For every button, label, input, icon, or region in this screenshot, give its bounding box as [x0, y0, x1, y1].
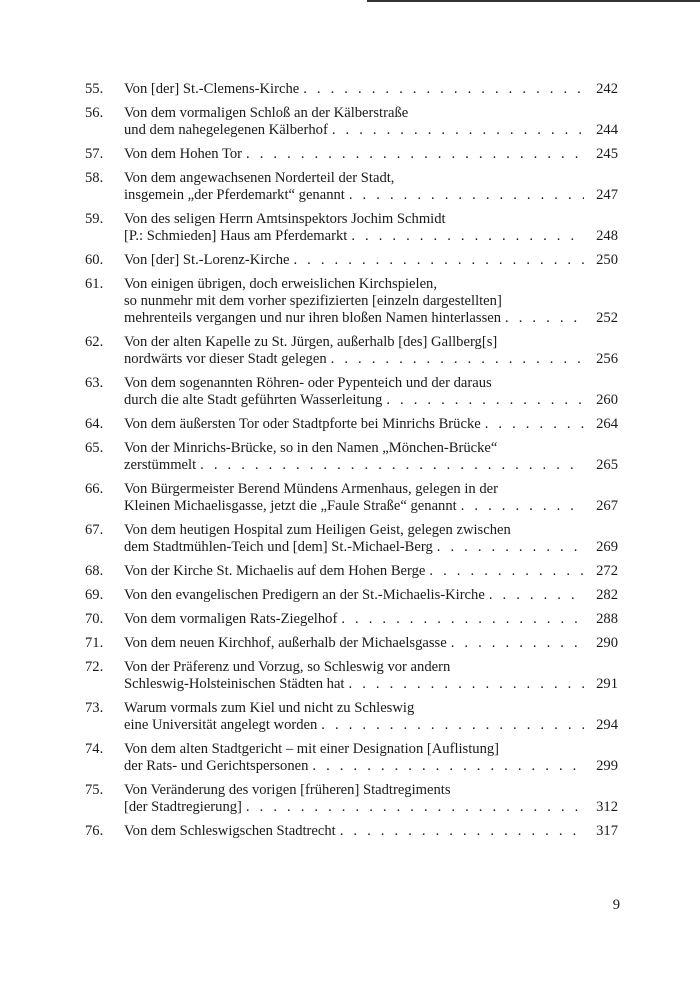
- dot-leader: [312, 758, 584, 775]
- toc-entry-title-line: Von der alten Kapelle zu St. Jürgen, außerhalb [des] Gallberg[s]: [124, 334, 498, 350]
- toc-entry-title-line: [der Stadtregierung]: [124, 799, 242, 815]
- toc-entry-number: 61.: [85, 276, 104, 292]
- toc-entry: [85, 211, 618, 245]
- toc-entry-number: 73.: [85, 700, 104, 716]
- toc-entry-title-line: Von dem alten Stadtgericht – mit einer Designation [Auflistung]: [124, 741, 500, 757]
- toc-entry-body: [124, 522, 618, 556]
- toc-entry-last-line: [124, 122, 618, 139]
- toc-entry-body: [124, 741, 618, 775]
- toc-entry-body: [124, 276, 618, 327]
- toc-entry-number: 76.: [85, 823, 104, 839]
- toc-entry-last-line: [124, 457, 618, 474]
- toc-entry: [85, 659, 618, 693]
- toc-entry-body: [124, 375, 618, 409]
- dot-leader: [246, 799, 584, 816]
- toc-entry-title-line: [P.: Schmieden] Haus am Pferdemarkt: [124, 228, 348, 244]
- toc-entry-page: 248: [596, 228, 618, 244]
- toc-entry-body: [124, 587, 618, 604]
- toc-entry-number: 68.: [85, 563, 104, 579]
- toc-entry-page: 269: [596, 539, 618, 555]
- toc-entry-number: 63.: [85, 375, 104, 391]
- toc-entry-page: 317: [596, 823, 618, 839]
- toc-entry-body: [124, 81, 618, 98]
- toc-entry-last-line: [124, 823, 618, 840]
- toc-entry-page: 267: [596, 498, 618, 514]
- toc-entry-number: 58.: [85, 170, 104, 186]
- toc-entry: [85, 375, 618, 409]
- toc-entry-page: 260: [596, 392, 618, 408]
- toc-entry-page: 264: [596, 416, 618, 432]
- toc-entry-title-line: mehrenteils vergangen und nur ihren bloßen Namen hinterlassen: [124, 310, 502, 326]
- dot-leader: [331, 351, 584, 368]
- toc-entry-title-line: Von Bürgermeister Berend Mündens Armenhaus, gelegen in der: [124, 481, 498, 497]
- toc-entry: [85, 611, 618, 628]
- toc-entry-title-line: Von [der] St.-Clemens-Kirche: [124, 81, 300, 97]
- toc-entry-body: [124, 211, 618, 245]
- toc-entry-number: 56.: [85, 105, 104, 121]
- toc-entry-body: [124, 481, 618, 515]
- dot-leader: [332, 122, 584, 139]
- dot-leader: [341, 611, 584, 628]
- toc-entry-number: 71.: [85, 635, 104, 651]
- dot-leader: [200, 457, 584, 474]
- toc-entry-number: 64.: [85, 416, 104, 432]
- toc-entry-title-line: Von dem vormaligen Rats-Ziegelhof: [124, 611, 338, 627]
- toc-entry-page: 265: [596, 457, 618, 473]
- toc-entry-page: 312: [596, 799, 618, 815]
- toc-entry-last-line: [124, 611, 618, 628]
- toc-entry-last-line: [124, 563, 618, 580]
- toc-entry-number: 59.: [85, 211, 104, 227]
- toc-entry-title-line: Von den evangelischen Predigern an der St.-Michaelis-Kirche: [124, 587, 485, 603]
- toc-entry-title-line: eine Universität angelegt worden: [124, 717, 318, 733]
- toc-entry: [85, 481, 618, 515]
- toc-entry: [85, 635, 618, 652]
- toc-entry-number: 75.: [85, 782, 104, 798]
- toc-entry-last-line: [124, 539, 618, 556]
- toc-entry-body: [124, 334, 618, 368]
- table-of-contents: [85, 81, 618, 847]
- toc-entry-last-line: [124, 392, 618, 409]
- toc-entry: [85, 146, 618, 163]
- toc-entry-title-line: Von dem heutigen Hospital zum Heiligen Geist, gelegen zwischen: [124, 522, 511, 538]
- dot-leader: [321, 717, 584, 734]
- toc-entry-number: 67.: [85, 522, 104, 538]
- dot-leader: [429, 563, 584, 580]
- toc-entry-body: [124, 416, 618, 433]
- toc-entry-body: [124, 252, 618, 269]
- toc-entry-last-line: [124, 799, 618, 816]
- toc-entry-body: [124, 440, 618, 474]
- toc-entry-number: 62.: [85, 334, 104, 350]
- toc-entry-title-line: Von des seligen Herrn Amtsinspektors Jochim Schmidt: [124, 211, 446, 227]
- toc-entry-body: [124, 700, 618, 734]
- toc-entry-title-line: Von einigen übrigen, doch erweislichen Kirchspielen,: [124, 276, 438, 292]
- toc-entry-last-line: [124, 676, 618, 693]
- toc-entry-title-line: Von dem vormaligen Schloß an der Kälberstraße: [124, 105, 409, 121]
- toc-entry: [85, 823, 618, 840]
- toc-entry-last-line: [124, 758, 618, 775]
- toc-entry-title-line: so nunmehr mit dem vorher spezifizierten [einzeln dargestellten]: [124, 293, 502, 309]
- toc-entry-page: 244: [596, 122, 618, 138]
- toc-entry-title-line: Von dem Schleswigschen Stadtrecht: [124, 823, 336, 839]
- toc-entry-number: 66.: [85, 481, 104, 497]
- toc-entry-page: 272: [596, 563, 618, 579]
- toc-entry-last-line: [124, 416, 618, 433]
- toc-entry-title-line: Von der Präferenz und Vorzug, so Schleswig vor andern: [124, 659, 451, 675]
- toc-entry-title-line: zerstümmelt: [124, 457, 197, 473]
- toc-entry: [85, 334, 618, 368]
- toc-entry-title-line: Von dem Hohen Tor: [124, 146, 243, 162]
- dot-leader: [293, 252, 584, 269]
- toc-entry-page: 250: [596, 252, 618, 268]
- dot-leader: [351, 228, 584, 245]
- toc-entry-number: 57.: [85, 146, 104, 162]
- toc-entry: [85, 440, 618, 474]
- toc-entry-number: 72.: [85, 659, 104, 675]
- toc-entry-title-line: insgemein „der Pferdemarkt“ genannt: [124, 187, 345, 203]
- toc-entry-page: 294: [596, 717, 618, 733]
- toc-entry-last-line: [124, 717, 618, 734]
- toc-entry-page: 256: [596, 351, 618, 367]
- toc-entry-title-line: der Rats- und Gerichtspersonen: [124, 758, 309, 774]
- toc-entry-number: 55.: [85, 81, 104, 97]
- dot-leader: [437, 539, 584, 556]
- toc-entry-title-line: Schleswig-Holsteinischen Städten hat: [124, 676, 345, 692]
- toc-entry-title-line: durch die alte Stadt geführten Wasserleitung: [124, 392, 383, 408]
- toc-entry: [85, 587, 618, 604]
- dot-leader: [340, 823, 584, 840]
- dot-leader: [349, 187, 584, 204]
- toc-entry-title-line: Von der Kirche St. Michaelis auf dem Hohen Berge: [124, 563, 426, 579]
- dot-leader: [485, 416, 584, 433]
- dot-leader: [451, 635, 584, 652]
- toc-entry-title-line: Von Veränderung des vorigen [früheren] Stadtregiments: [124, 782, 451, 798]
- toc-entry-last-line: [124, 635, 618, 652]
- toc-entry: [85, 81, 618, 98]
- toc-entry-last-line: [124, 587, 618, 604]
- toc-entry-number: 74.: [85, 741, 104, 757]
- toc-entry-last-line: [124, 228, 618, 245]
- toc-entry: [85, 252, 618, 269]
- dot-leader: [349, 676, 585, 693]
- toc-entry-number: 69.: [85, 587, 104, 603]
- toc-entry-title-line: und dem nahegelegenen Kälberhof: [124, 122, 328, 138]
- toc-entry-title-line: Warum vormals zum Kiel und nicht zu Schleswig: [124, 700, 415, 716]
- toc-entry-body: [124, 635, 618, 652]
- toc-entry-body: [124, 146, 618, 163]
- toc-entry-title-line: Von dem äußersten Tor oder Stadtpforte bei Minrichs Brücke: [124, 416, 481, 432]
- toc-entry-page: 282: [596, 587, 618, 603]
- toc-entry-last-line: [124, 252, 618, 269]
- toc-entry-page: 291: [596, 676, 618, 692]
- toc-entry: [85, 170, 618, 204]
- toc-entry-last-line: [124, 310, 618, 327]
- toc-entry-body: [124, 105, 618, 139]
- toc-entry: [85, 782, 618, 816]
- toc-entry-page: 288: [596, 611, 618, 627]
- toc-entry: [85, 276, 618, 327]
- toc-entry-body: [124, 659, 618, 693]
- dot-leader: [303, 81, 584, 98]
- toc-entry-title-line: Von dem neuen Kirchhof, außerhalb der Michaelsgasse: [124, 635, 447, 651]
- toc-entry-title-line: nordwärts vor dieser Stadt gelegen: [124, 351, 327, 367]
- toc-entry-page: 245: [596, 146, 618, 162]
- toc-entry: [85, 741, 618, 775]
- toc-entry-page: 247: [596, 187, 618, 203]
- toc-entry-title-line: Kleinen Michaelisgasse, jetzt die „Faule Straße“ genannt: [124, 498, 457, 514]
- toc-entry-title-line: Von dem sogenannten Röhren- oder Pypenteich und der daraus: [124, 375, 492, 391]
- toc-entry-body: [124, 611, 618, 628]
- toc-entry-last-line: [124, 498, 618, 515]
- dot-leader: [505, 310, 584, 327]
- toc-entry-body: [124, 563, 618, 580]
- dot-leader: [461, 498, 584, 515]
- toc-entry-title-line: Von der Minrichs-Brücke, so in den Namen „Mönchen-Brücke“: [124, 440, 498, 456]
- toc-entry-number: 65.: [85, 440, 104, 456]
- toc-entry-page: 290: [596, 635, 618, 651]
- toc-entry: [85, 522, 618, 556]
- toc-entry-title-line: Von [der] St.-Lorenz-Kirche: [124, 252, 290, 268]
- dot-leader: [386, 392, 584, 409]
- toc-entry-title-line: Von dem angewachsenen Norderteil der Stadt,: [124, 170, 395, 186]
- toc-entry: [85, 700, 618, 734]
- toc-entry-number: 70.: [85, 611, 104, 627]
- toc-entry: [85, 105, 618, 139]
- toc-entry-body: [124, 782, 618, 816]
- toc-entry: [85, 563, 618, 580]
- toc-entry-title-line: dem Stadtmühlen-Teich und [dem] St.-Michael-Berg: [124, 539, 433, 555]
- toc-entry-last-line: [124, 351, 618, 368]
- toc-entry-last-line: [124, 187, 618, 204]
- toc-entry-last-line: [124, 81, 618, 98]
- toc-entry: [85, 416, 618, 433]
- dot-leader: [489, 587, 584, 604]
- toc-entry-page: 252: [596, 310, 618, 326]
- toc-entry-page: 242: [596, 81, 618, 97]
- top-rule: [367, 0, 700, 2]
- toc-entry-number: 60.: [85, 252, 104, 268]
- toc-entry-body: [124, 823, 618, 840]
- dot-leader: [246, 146, 584, 163]
- page-number: 9: [612, 897, 620, 913]
- toc-entry-page: 299: [596, 758, 618, 774]
- toc-entry-body: [124, 170, 618, 204]
- toc-entry-last-line: [124, 146, 618, 163]
